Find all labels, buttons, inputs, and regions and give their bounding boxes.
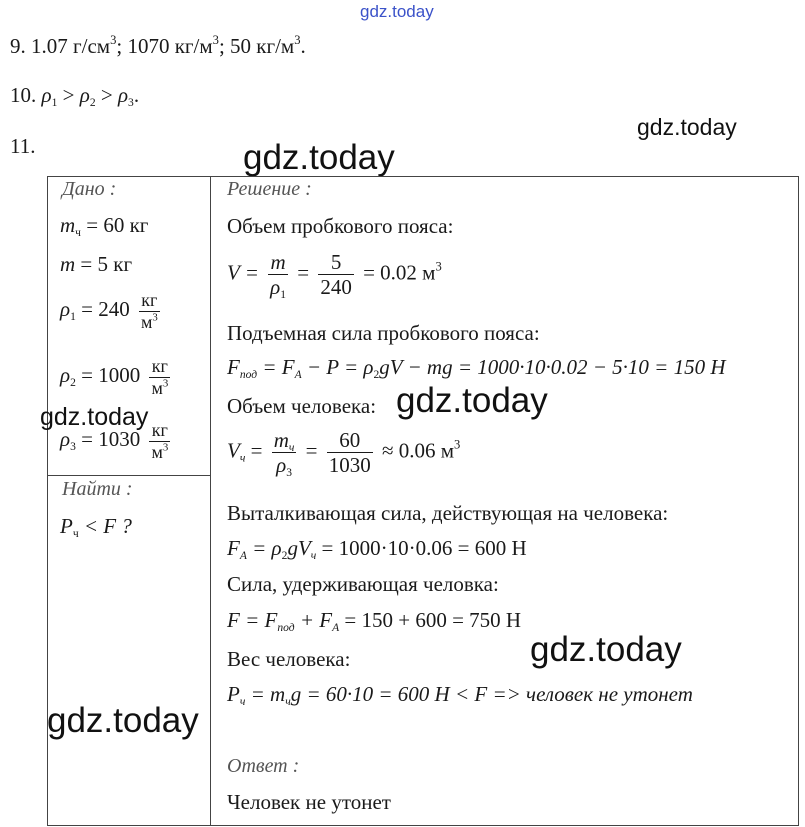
watermark: gdz.today — [243, 138, 395, 177]
buoyant-force-formula: $F_A = \rho_2gV_ч = 1000\cdot 10\cdot 0.06 = 600$ Н — [227, 536, 527, 563]
given-mass-man: $m_ч = 60$ кг — [60, 213, 149, 240]
buoyant-force-label: Выталкивающая сила, действующая на человека: — [227, 501, 669, 525]
belt-volume-formula: V = $\frac{m}{\rho_1}$ = $\frac{5}{240}$ = 0.02 $м^3$ — [227, 250, 442, 302]
find-question: $P_ч < F$ ? — [60, 514, 132, 541]
watermark: gdz.today — [637, 114, 737, 140]
unit-fraction: $\frac{кг}{м^3}$ — [151, 356, 169, 398]
unit-fraction: $\frac{кг}{м^3}$ — [140, 290, 158, 332]
watermark: gdz.today — [396, 381, 548, 420]
answer-10: 10. $\rho_1 > \rho_2 > \rho_3$. — [10, 83, 140, 110]
watermark-top: gdz.today — [360, 2, 434, 21]
watermark: gdz.today — [47, 701, 199, 740]
holding-force-label: Сила, удерживающая человка: — [227, 572, 499, 596]
given-density-3: $\rho_3 = 1030$ $\frac{кг}{м^3}$ — [60, 420, 169, 462]
answer-9: 9. 1.07 $г/см^3$; 1070 $кг/м^3$; 50 $кг/м^3$. — [10, 33, 306, 58]
watermark: gdz.today — [40, 403, 149, 431]
given-density-2: $\rho_2 = 1000$ $\frac{кг}{м^3}$ — [60, 356, 169, 398]
find-header: Найти : — [62, 478, 133, 500]
man-volume-label: Объем человека: — [227, 394, 377, 418]
lift-force-formula: $F_{под} = F_A - P = \rho_2gV$ − mg = 1000·10·0.02 − 5·10 = 150 Н — [227, 355, 726, 382]
table-divider-horizontal — [47, 475, 211, 476]
man-volume-formula: $V_ч$ = $\frac{m_ч}{\rho_3}$ = $\frac{60}{1030}$ ≈ 0.06 $м^3$ — [227, 428, 461, 480]
belt-volume-label: Объем пробкового пояса: — [227, 214, 454, 238]
watermark: gdz.today — [530, 630, 682, 669]
answer-11-number: 11. — [10, 134, 36, 158]
given-density-1: $\rho_1 = 240$ $\frac{кг}{м^3}$ — [60, 290, 158, 332]
holding-force-formula: $F = F_{под} + F_A = 150 + 600 = 750$ Н — [227, 608, 522, 635]
weight-label: Вес человека: — [227, 647, 351, 671]
answer-text: Человек не утонет — [227, 790, 391, 814]
given-header: Дано : — [62, 178, 117, 200]
table-divider-vertical — [210, 176, 211, 826]
given-mass-belt: m = 5 кг — [60, 252, 133, 276]
unit-fraction: $\frac{кг}{м^3}$ — [151, 420, 169, 462]
solution-header: Решение : — [227, 178, 312, 200]
lift-force-label: Подъемная сила пробкового пояса: — [227, 321, 540, 345]
weight-formula: $P_ч = m_чg = 60\cdot 10 = 600$ Н < F => человек не утонет — [227, 682, 693, 709]
answer-header: Ответ : — [227, 755, 300, 777]
